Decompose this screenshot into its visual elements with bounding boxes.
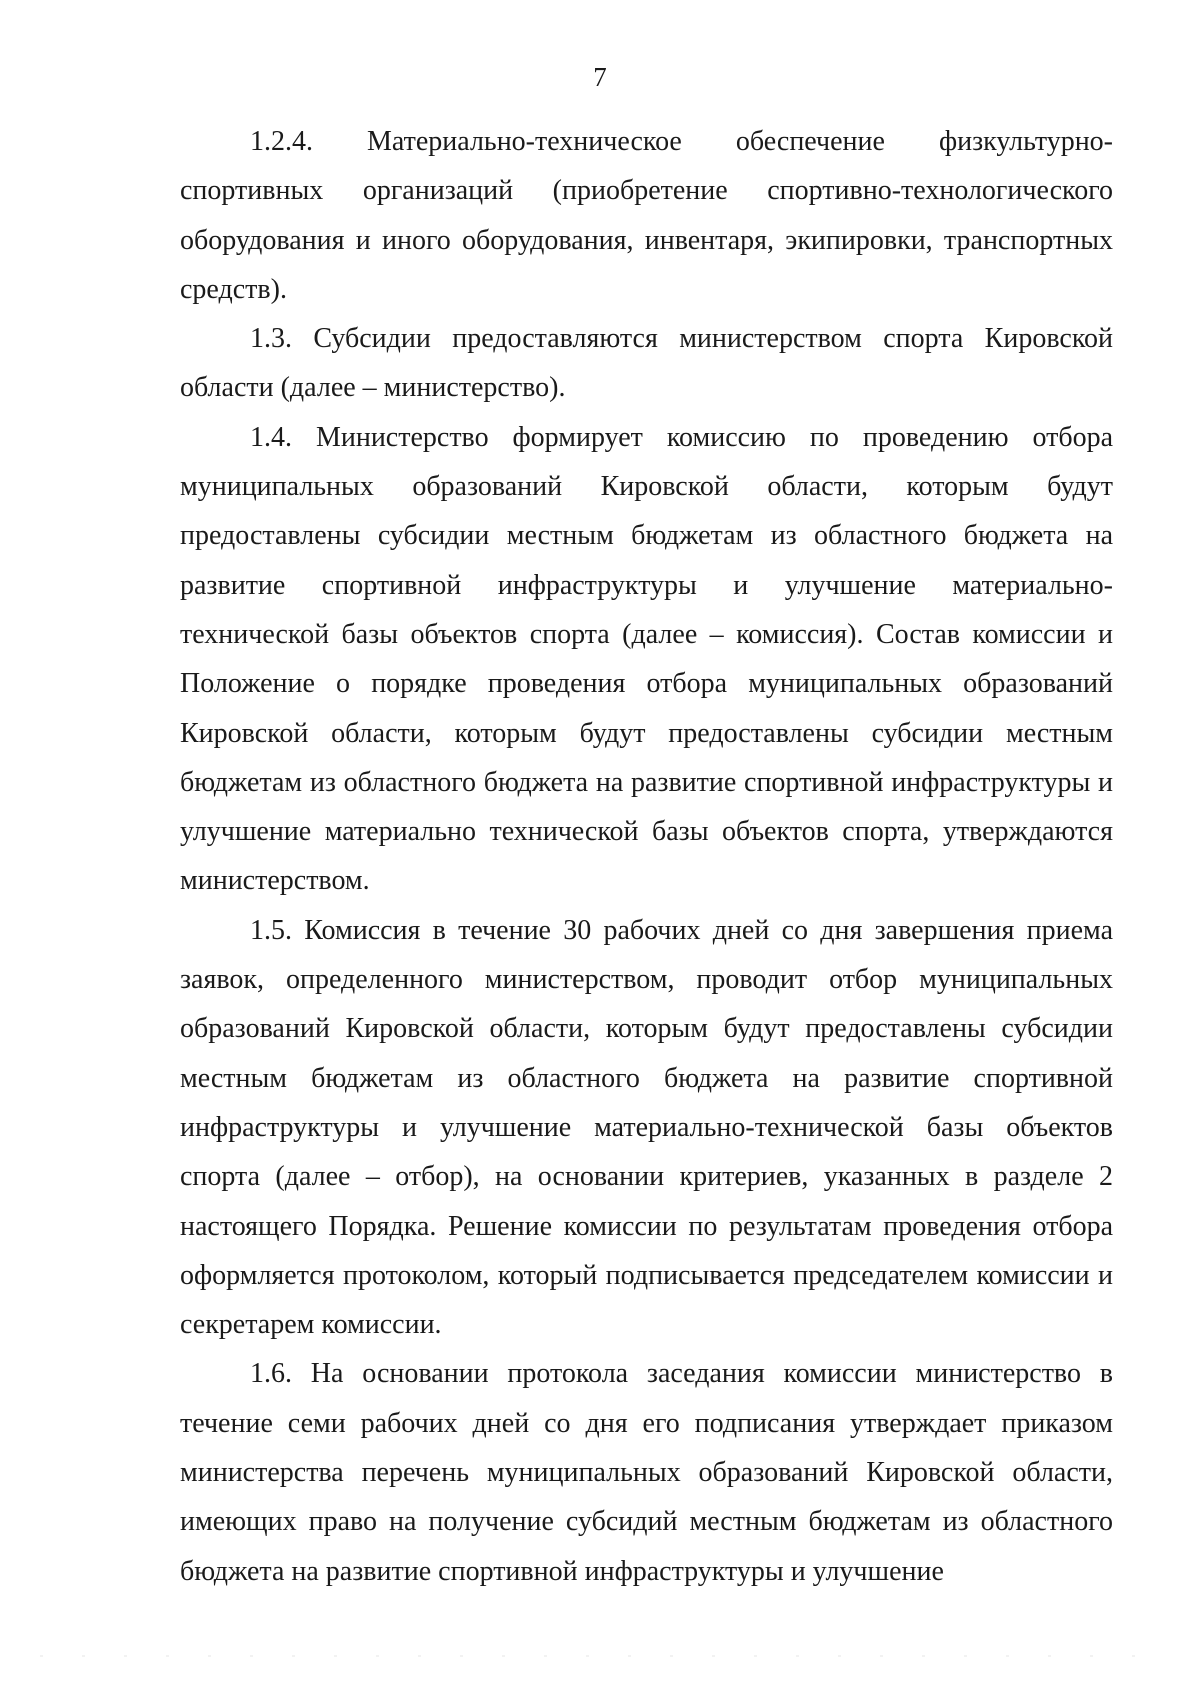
paragraph-1-3: 1.3. Субсидии предоставляются министерством спорта Кировской области (далее – министерство). bbox=[180, 323, 1113, 404]
scan-artifact-line bbox=[40, 1655, 1160, 1657]
paragraph-1-6: 1.6. На основании протокола заседания комиссии министерство в течение семи рабочих дней со дня его подписания утверждает приказом министерства перечень муниципальных образований Кировской области, имеющих право на получение субсидий местным бюджетам из областного бюджета на развитие спортивной инфраструктуры и улучшение bbox=[180, 1358, 1113, 1587]
paragraph-1-5: 1.5. Комиссия в течение 30 рабочих дней со дня завершения приема заявок, определенного министерством, проводит отбор муниципальных образований Кировской области, которым будут предоставлены субсидии местным бюджетам из областного бюджета на развитие спортивной инфраструктуры и улучшение материально-технической базы объектов спорта (далее – отбор), на основании критериев, указанных в разделе 2 настоящего Порядка. Решение комиссии по результатам проведения отбора оформляется протоколом, который подписывается председателем комиссии и секретарем комиссии. bbox=[180, 914, 1113, 1341]
page-number: 7 bbox=[593, 62, 607, 92]
paragraph-1-4: 1.4. Министерство формирует комиссию по проведению отбора муниципальных образований Кировской области, которым будут предоставлены субсидии местным бюджетам из областного бюджета на развитие спортивной инфраструктуры и улучшение материально-технической базы объектов спорта (далее – комиссия). Состав комиссии и Положение о порядке проведения отбора муниципальных образований Кировской области, которым будут предоставлены субсидии местным бюджетам из областного бюджета на развитие спортивной инфраструктуры и улучшение материально технической базы объектов спорта, утверждаются министерством. bbox=[180, 421, 1113, 897]
document-body bbox=[180, 117, 1113, 1596]
paragraph-1-2-4: 1.2.4. Материально-техническое обеспечение физкультурно-спортивных организаций (приобретение спортивно-технологического оборудования и иного оборудования, инвентаря, экипировки, транспортных средств). bbox=[180, 126, 1113, 305]
